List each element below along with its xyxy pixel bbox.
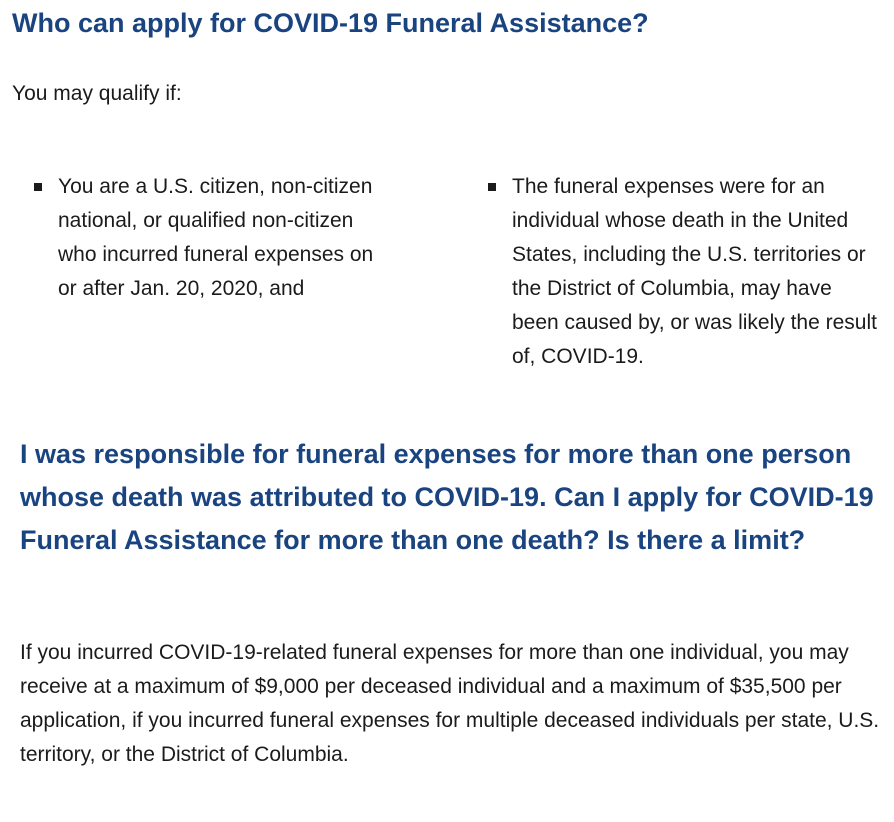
square-bullet-icon (488, 183, 496, 191)
square-bullet-icon (34, 183, 42, 191)
eligibility-item-citizenship (32, 170, 392, 306)
eligibility-item-text: The funeral expenses were for an individual whose death in the United States, including the U.S. territories or the District of Columbia, may have been caused by, or was likely the result of, COVID-19. (512, 175, 877, 368)
multiple-deaths-answer: If you incurred COVID-19-related funeral expenses for more than one individual, you may receive at a maximum of $9,000 per deceased individual and a maximum of $35,500 per application, if you incurred funeral expenses for multiple deceased individuals per state, U.S. territory, or the District of Columbia. (20, 641, 880, 766)
eligibility-list-right (486, 170, 880, 374)
multiple-deaths-heading: I was responsible for funeral expenses for more than one person whose death was attributed to COVID-19. Can I apply for COVID-19 Funeral Assistance for more than one death? Is there a limit? (20, 439, 874, 555)
eligibility-list-left (32, 170, 392, 306)
qualify-intro: You may qualify if: (12, 82, 182, 105)
eligibility-item-text: You are a U.S. citizen, non-citizen national, or qualified non-citizen who incurred funeral expenses on or after Jan. 20, 2020, and (58, 175, 374, 300)
eligibility-item-death-location (486, 170, 880, 374)
eligibility-heading: Who can apply for COVID-19 Funeral Assistance? (12, 8, 649, 38)
